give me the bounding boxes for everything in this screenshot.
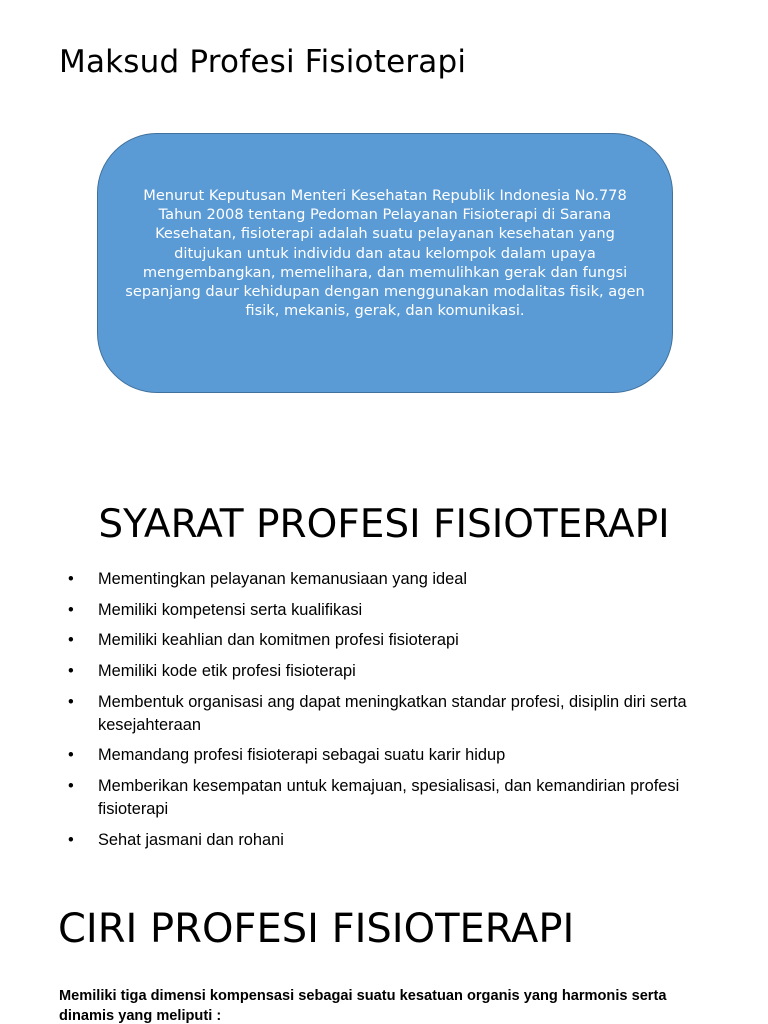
- section-title-ciri: CIRI PROFESI FISIOTERAPI: [58, 906, 575, 952]
- bullet-icon: •: [68, 631, 74, 650]
- bullet-icon: •: [68, 570, 74, 588]
- list-item-text: Memberikan kesempatan untuk kemajuan, spesialisasi, dan kemandirian profesi fisioterapi: [98, 777, 680, 819]
- list-item-text: Membentuk organisasi ang dapat meningkatkan standar profesi, disiplin diri serta kesejahteraan: [98, 692, 687, 734]
- bullet-icon: •: [68, 746, 74, 765]
- list-item: [68, 829, 708, 852]
- bullet-icon: •: [68, 777, 74, 796]
- list-item: [68, 568, 708, 591]
- list-item: [68, 660, 708, 683]
- list-item-text: Memiliki kompetensi serta kualifikasi: [98, 600, 363, 619]
- list-item: [68, 599, 708, 622]
- definition-box: [97, 133, 673, 393]
- list-item-text: Memiliki keahlian dan komitmen profesi fisioterapi: [98, 631, 459, 650]
- list-item: [68, 691, 708, 737]
- list-item: [68, 744, 708, 767]
- bullet-icon: •: [68, 662, 74, 681]
- list-item: [68, 775, 708, 821]
- ciri-paragraph: Memiliki tiga dimensi kompensasi sebagai suatu kesatuan organis yang harmonis serta dinamis yang meliputi :: [59, 988, 667, 1024]
- definition-text: Menurut Keputusan Menteri Kesehatan Republik Indonesia No.778 Tahun 2008 tentang Pedoman Pelayanan Fisioterapi di Sarana Kesehatan, fisioterapi adalah suatu pelayanan kesehatan yang ditujukan untuk individu dan atau kelompok dalam upaya mengembangkan, memelihara, dan memulihkan gerak dan fungsi sepanjang daur kehidupan dengan menggunakan modalitas fisik, agen fisik, mekanis, gerak, dan komunikasi.: [125, 187, 645, 320]
- list-item-text: Sehat jasmani dan rohani: [98, 830, 284, 849]
- bullet-icon: •: [68, 692, 74, 711]
- bullet-icon: •: [68, 600, 74, 619]
- list-item-text: Mementingkan pelayanan kemanusiaan yang ideal: [98, 570, 468, 588]
- bullet-icon: •: [68, 830, 74, 849]
- section-title-syarat: SYARAT PROFESI FISIOTERAPI: [98, 502, 670, 547]
- list-item-text: Memiliki kode etik profesi fisioterapi: [98, 662, 356, 681]
- section-title-maksud: Maksud Profesi Fisioterapi: [59, 44, 467, 80]
- syarat-list: [68, 568, 708, 860]
- list-item-text: Memandang profesi fisioterapi sebagai suatu karir hidup: [98, 746, 506, 765]
- list-item: [68, 629, 708, 652]
